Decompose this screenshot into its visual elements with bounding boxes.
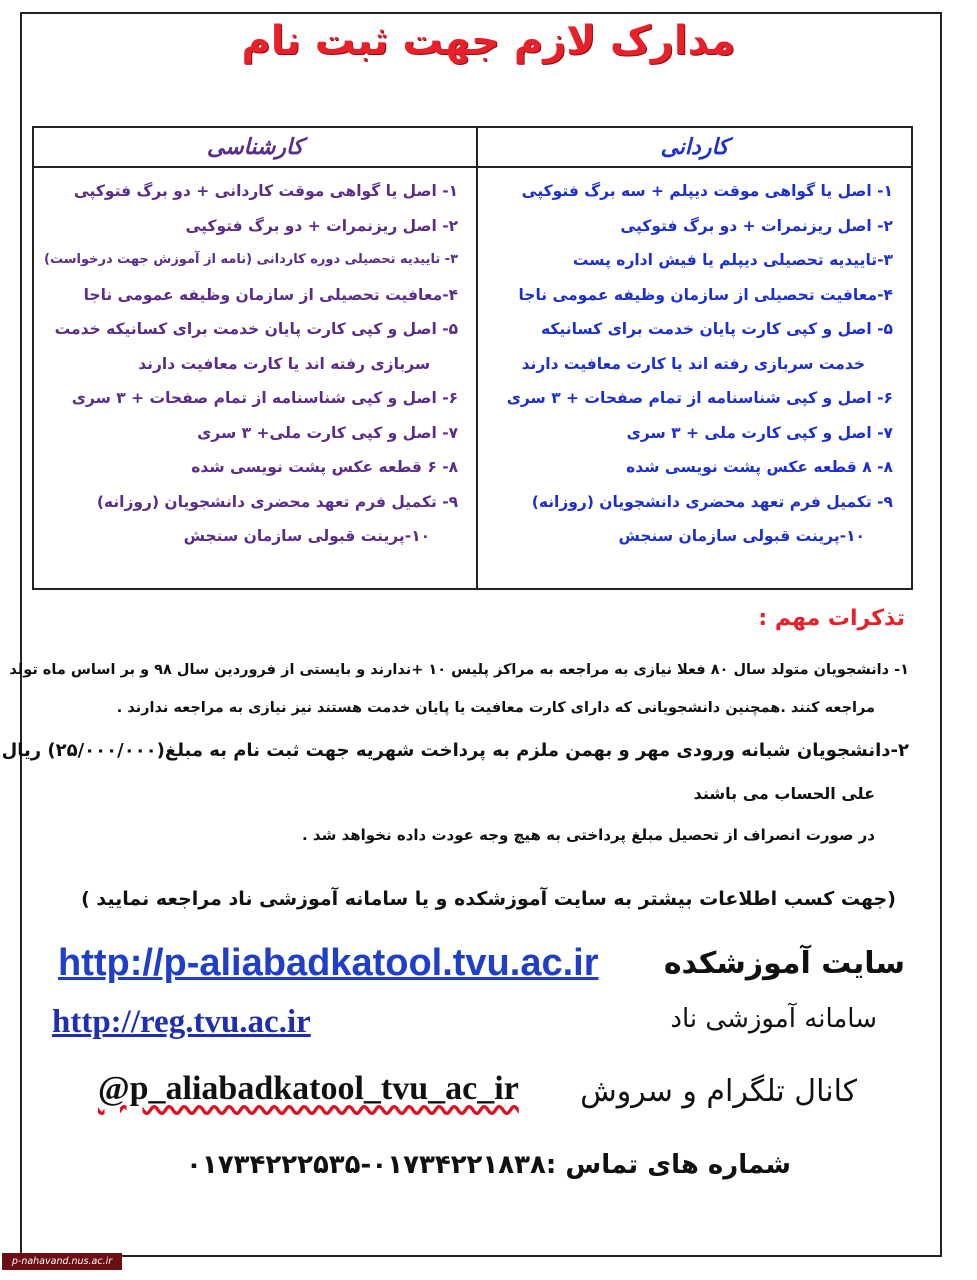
requirements-table: [32, 126, 913, 590]
note-3: در صورت انصراف از تحصیل مبلغ پرداختی به هیچ وجه عودت داده نخواهد شد .: [302, 826, 875, 844]
list-item: ۹- تکمیل فرم تعهد محضری دانشجویان (روزانه): [96, 492, 459, 511]
telegram-label: کانال تلگرام و سروش: [580, 1074, 857, 1109]
contact-numbers: شماره های تماس :۰۱۷۳۴۲۲۱۸۳۸-۰۱۷۳۴۲۲۲۵۳۵: [185, 1150, 791, 1180]
more-info-text: (جهت کسب اطلاعات بیشتر به سایت آموزشکده و یا سامانه آموزشی ناد مراجعه نمایید ): [81, 888, 896, 910]
list-item: ۳-تاییدیه تحصیلی دیپلم یا فیش اداره پست: [572, 251, 893, 269]
notes-title: تذکرات مهم :: [758, 606, 905, 631]
list-item: ۶- اصل و کپی شناسنامه از تمام صفحات + ۳ سری: [506, 389, 893, 407]
list-item: ۵- اصل و کپی کارت پایان خدمت برای کسانیکه خدمت: [54, 320, 459, 338]
nad-link[interactable]: http://reg.tvu.ac.ir: [52, 1004, 311, 1040]
list-item: ۷- اصل و کپی کارت ملی+ ۳ سری: [197, 423, 459, 442]
kardani-column: [478, 128, 911, 588]
list-item: سربازی رفته اند یا کارت معافیت دارند: [138, 354, 431, 373]
note-2-line-2: علی الحساب می باشند: [693, 784, 875, 803]
list-item: ۵- اصل و کپی کارت پایان خدمت برای کسانیکه: [541, 320, 893, 338]
karshenasi-column: [34, 128, 478, 588]
list-item: ۱- اصل یا گواهی موقت کاردانی + دو برگ فتوکپی: [73, 182, 459, 200]
list-item: ۶- اصل و کپی شناسنامه از تمام صفحات + ۳ سری: [71, 389, 459, 407]
list-item: ۲- اصل ریزنمرات + دو برگ فتوکپی: [185, 216, 459, 235]
telegram-handle: @p_aliabadkatool_tvu_ac_ir: [98, 1070, 519, 1107]
list-item: ۲- اصل ریزنمرات + دو برگ فتوکپی: [620, 216, 893, 235]
note-1-line-2: مراجعه کنند .همچنین دانشجویانی که دارای کارت معافیت یا پایان خدمت هستند نیز نیازی به مراجعه ندارند .: [116, 700, 875, 716]
list-item: ۱- اصل یا گواهی موقت دیپلم + سه برگ فتوکپی: [521, 182, 893, 200]
list-item: ۸- ۶ قطعه عکس پشت نویسی شده: [191, 458, 459, 476]
site-link[interactable]: http://p-aliabadkatool.tvu.ac.ir: [58, 942, 599, 984]
list-item: ۹- تکمیل فرم تعهد محضری دانشجویان (روزانه): [531, 492, 893, 511]
list-item: ۴-معافیت تحصیلی از سازمان وظیفه عمومی ناجا: [518, 285, 893, 304]
page-title: مدارک لازم جهت ثبت نام: [241, 18, 736, 64]
karshenasi-heading: کارشناسی: [34, 128, 476, 168]
karshenasi-list: [34, 168, 476, 554]
list-item: ۸- ۸ قطعه عکس پشت نویسی شده: [626, 458, 893, 476]
kardani-list: [478, 168, 911, 554]
source-badge: p-nahavand.nus.ac.ir: [2, 1253, 122, 1270]
note-2-line-1: ۲-دانشجویان شبانه ورودی مهر و بهمن ملزم به پرداخت شهریه جهت ثبت نام به مبلغ(۲۵/۰۰۰/۰۰۰) ریال: [1, 740, 909, 761]
note-1-line-1: ۱- دانشجویان متولد سال ۸۰ فعلا نیازی به مراجعه به مراکز پلیس ۱۰ +ندارند و بایستی از فروردین سال ۹۸ و بر اساس ماه تولد: [9, 662, 909, 678]
nad-label: سامانه آموزشی ناد: [670, 1004, 877, 1034]
list-item: ۷- اصل و کپی کارت ملی + ۳ سری: [626, 423, 893, 442]
list-item: خدمت سربازی رفته اند یا کارت معافیت دارند: [521, 354, 865, 373]
list-item: ۱۰-پرینت قبولی سازمان سنجش: [183, 527, 431, 545]
list-item: ۱۰-پرینت قبولی سازمان سنجش: [618, 527, 865, 545]
kardani-heading: کاردانی: [478, 128, 911, 168]
list-item: ۴-معافیت تحصیلی از سازمان وظیفه عمومی ناجا: [83, 285, 459, 304]
site-label: سایت آموزشکده: [663, 946, 905, 981]
list-item: ۳- تاییدیه تحصیلی دوره کاردانی (نامه از آموزش جهت درخواست): [44, 252, 459, 267]
